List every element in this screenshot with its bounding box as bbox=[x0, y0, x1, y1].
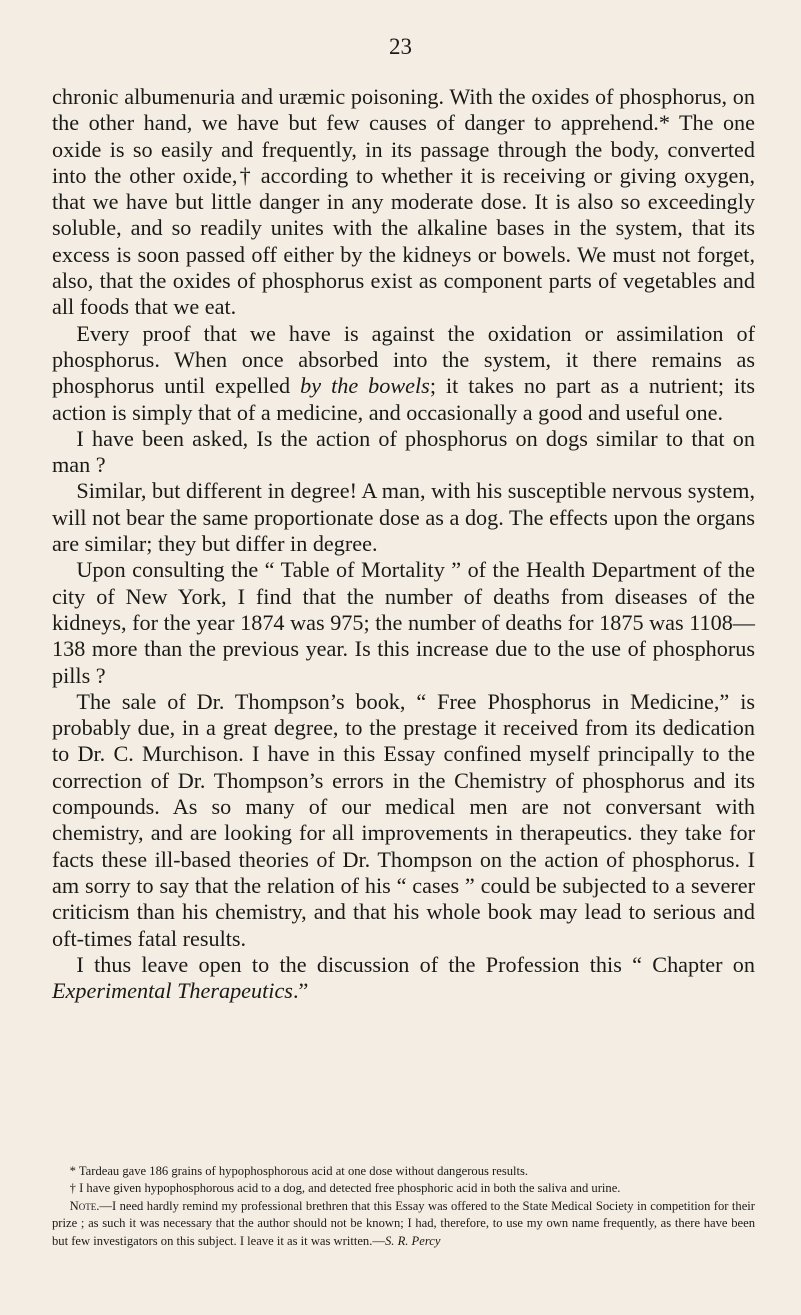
paragraph: Similar, but different in degree! A man, with his susceptible nervous system, will not bear the same proportionate dose as a dog. The effects upon the organs are similar; they but differ in degree. bbox=[52, 478, 755, 557]
paragraph: Upon consulting the “ Table of Mortality ” of the Health Department of the city of New York, I find that the number of deaths from diseases of the kidneys, for the year 1874 was 975; the number of deaths for 1875 was 1108—138 more than the previous year. Is this increase due to the use of phosphorus pills ? bbox=[52, 557, 755, 688]
note-label: Note. bbox=[69, 1198, 100, 1213]
paragraph: The sale of Dr. Thompson’s book, “ Free Phosphorus in Medicine,” is probably due, in a great degree, to the prestage it received from its dedication to Dr. C. Murchison. I have in this Essay confined myself principally to the correction of Dr. Thompson’s errors in the Chemistry of phosphorus and its compounds. As so many of our medical men are not conversant with chemistry, and are looking for all improvements in therapeutics. they take for facts these ill-based theories of Dr. Thompson on the action of phosphorus. I am sorry to say that the relation of his “ cases ” could be subjected to a severer criticism than his chemistry, and that his whole book may lead to serious and oft-times fatal results. bbox=[52, 688, 755, 951]
page-number: 23 bbox=[389, 34, 412, 59]
emphasis: by the bowels bbox=[300, 373, 430, 399]
footnotes bbox=[52, 1163, 755, 1250]
paragraph: I have been asked, Is the action of phosphorus on dogs similar to that on man ? bbox=[52, 425, 755, 478]
paragraph: chronic albumenuria and uræmic poisoning. With the oxides of phosphorus, on the other hand, we have but few causes of danger to apprehend.* The one oxide is so easily and frequently, in its passage through the body, converted into the other oxide,† according to whether it is receiving or giving oxygen, that we have but little danger in any moderate dose. It is also so exceedingly soluble, and so readily unites with the alkaline bases in the system, that its excess is soon passed off either by the kidneys or bowels. We must not forget, also, that the oxides of phosphorus exist as component parts of vegetables and all foods that we eat. bbox=[52, 84, 755, 320]
note-text: —I need hardly remind my professional brethren that this Essay was offered to the State Medical Society in competition for their prize ; as such it was necessary that the author should not be known; I had, therefore, to use my own name frequently, as there have been but few investigators on this subject. I leave it as it was written.— bbox=[52, 1198, 755, 1248]
emphasis: Experimental Therapeutics bbox=[52, 978, 293, 1004]
footnote: * Tardeau gave 186 grains of hypophosphorous acid at one dose without dangerous results. bbox=[69, 1164, 529, 1178]
paragraph: Every proof that we have is against the oxidation or assimilation of phosphorus. When once absorbed into the system, it there remains as phosphorus until expelled by the bowels; it takes no part as a nutrient; its action is simply that of a medicine, and occasionally a good and useful one. bbox=[52, 320, 755, 425]
author-note bbox=[52, 1198, 755, 1250]
note-signature: S. R. Percy bbox=[384, 1233, 441, 1248]
paragraph: I thus leave open to the discussion of the Profession this “ Chapter on Experimental Therapeutics.” bbox=[52, 951, 755, 1004]
footnote: † I have given hypophosphorous acid to a dog, and detected free phosphoric acid in both the saliva and urine. bbox=[69, 1181, 621, 1196]
main-text bbox=[52, 84, 755, 1004]
